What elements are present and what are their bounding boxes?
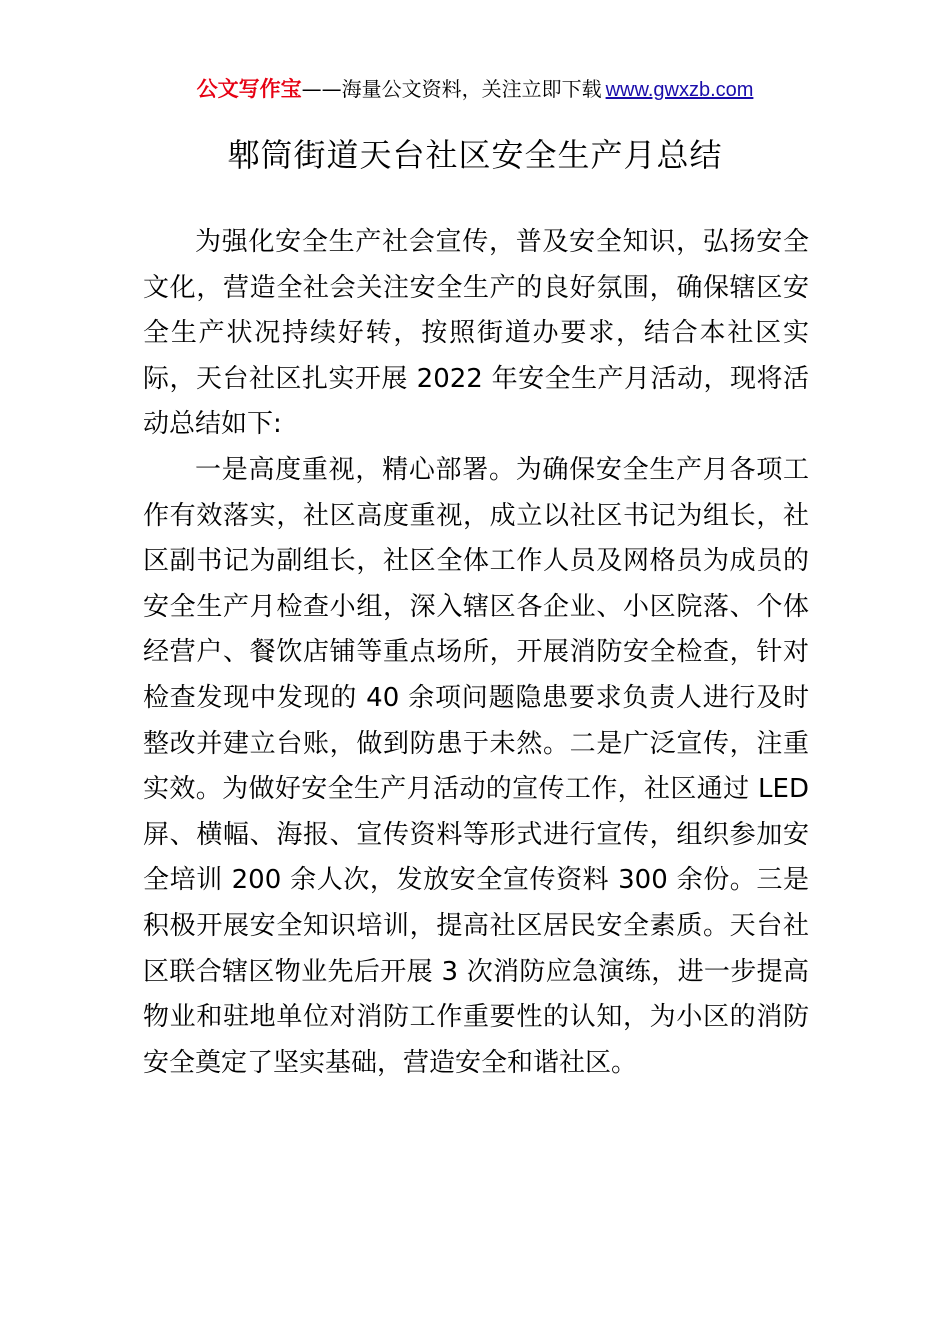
document-body [143, 220, 809, 1086]
paragraph-main: 一是高度重视，精心部署。为确保安全生产月各项工作有效落实，社区高度重视，成立以社区书记为组长，社区副书记为副组长，社区全体工作人员及网格员为成员的安全生产月检查小组，深入辖区各企业、小区院落、个体经营户、餐饮店铺等重点场所，开展消防安全检查，针对检查发现中发现的 40 余项问题隐患要求负责人进行及时整改并建立台账，做到防患于未然。二是广泛宣传，注重实效。为做好安全生产月活动的宣传工作，社区通过 LED 屏、横幅、海报、宣传资料等形式进行宣传，组织参加安全培训 200 余人次，发放安全宣传资料 300 余份。三是积极开展安全知识培训，提高社区居民安全素质。天台社区联合辖区物业先后开展 3 次消防应急演练，进一步提高物业和驻地单位对消防工作重要性的认知，为小区的消防安全奠定了坚实基础，营造安全和谐社区。 [143, 454, 809, 1078]
brand-name: 公文写作宝 [196, 77, 302, 101]
paragraph-intro: 为强化安全生产社会宣传，普及安全知识，弘扬安全文化，营造全社会关注安全生产的良好氛围，确保辖区安全生产状况持续好转，按照街道办要求，结合本社区实际，天台社区扎实开展 2022 年安全生产月活动，现将活动总结如下: [143, 227, 809, 440]
document-title: 郫筒街道天台社区安全生产月总结 [227, 136, 723, 174]
header-tagline: ——海量公文资料，关注立即下载 [301, 77, 602, 101]
site-link[interactable]: www.gwxzb.com [605, 79, 754, 101]
site-header [0, 74, 950, 105]
